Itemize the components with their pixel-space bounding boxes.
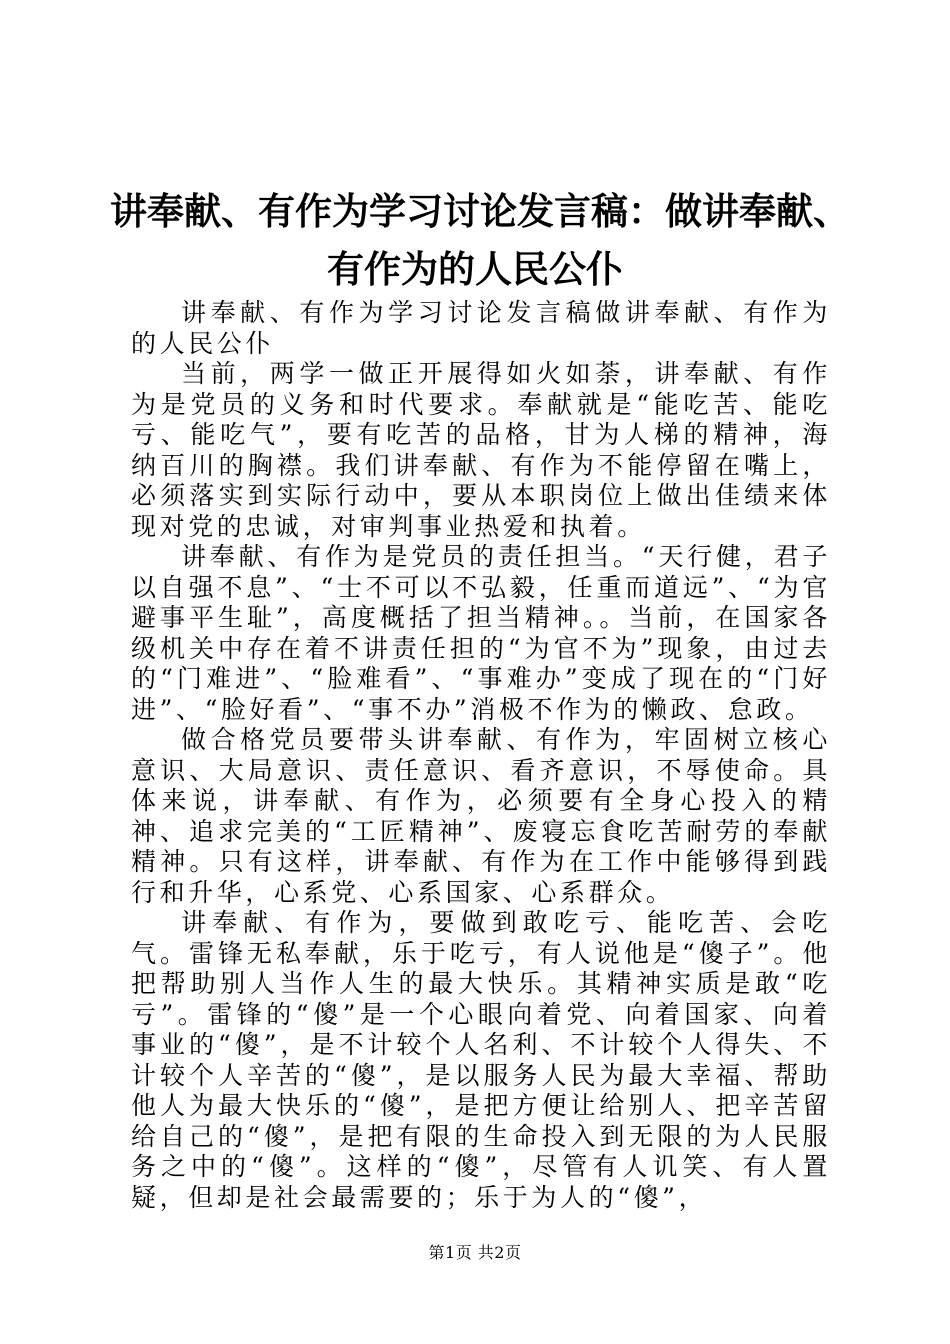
paragraph: 讲奉献、有作为学习讨论发言稿做讲奉献、有作为的人民公仆 xyxy=(131,298,831,358)
paragraph: 讲奉献、有作为，要做到敢吃亏、能吃苦、会吃气。雷锋无私奉献，乐于吃亏，有人说他是“傻子”。他把帮助别人当作人生的最大快乐。其精神实质是敢“吃亏”。雷锋的“傻”是一个心眼向着党、向着国家、向着事业的“傻”，是不计较个人名利、不计较个人得失、不计较个人辛苦的“傻”，是以服务人民为最大幸福、帮助他人为最大快乐的“傻”，是把方便让给别人、把辛苦留给自己的“傻”，是把有限的生命投入到无限的为人民服务之中的“傻”。这样的“傻”，尽管有人讥笑、有人置疑，但却是社会最需要的；乐于为人的“傻”， xyxy=(131,908,831,1212)
document-title-line-1: 讲奉献、有作为学习讨论发言稿：做讲奉献、 xyxy=(110,190,850,233)
document-title-line-2: 有作为的人民公仆 xyxy=(327,248,623,291)
paragraph: 当前，两学一做正开展得如火如荼，讲奉献、有作为是党员的义务和时代要求。奉献就是“能吃苦、能吃亏、能吃气”，要有吃苦的品格，甘为人梯的精神，海纳百川的胸襟。我们讲奉献、有作为不能停留在嘴上，必须落实到实际行动中，要从本职岗位上做出佳绩来体现对党的忠诚，对审判事业热爱和执着。 xyxy=(131,359,831,541)
paragraph: 做合格党员要带头讲奉献、有作为，牢固树立核心意识、大局意识、责任意识、看齐意识，不辱使命。具体来说，讲奉献、有作为，必须要有全身心投入的精神、追求完美的“工匠精神”、废寝忘食吃苦耐劳的奉献精神。只有这样，讲奉献、有作为在工作中能够得到践行和升华，心系党、心系国家、心系群众。 xyxy=(131,725,831,907)
page-number-footer: 第1页 共2页 xyxy=(428,1243,522,1262)
paragraph: 讲奉献、有作为是党员的责任担当。“天行健，君子以自强不息”、“士不可以不弘毅，任重而道远”、“为官避事平生耻”，高度概括了担当精神。。当前，在国家各级机关中存在着不讲责任担的“为官不为”现象，由过去的“门难进”、“脸难看”、“事难办”变成了现在的“门好进”、“脸好看”、“事不办”消极不作为的懒政、怠政。 xyxy=(131,542,831,724)
document-body xyxy=(131,298,831,1213)
